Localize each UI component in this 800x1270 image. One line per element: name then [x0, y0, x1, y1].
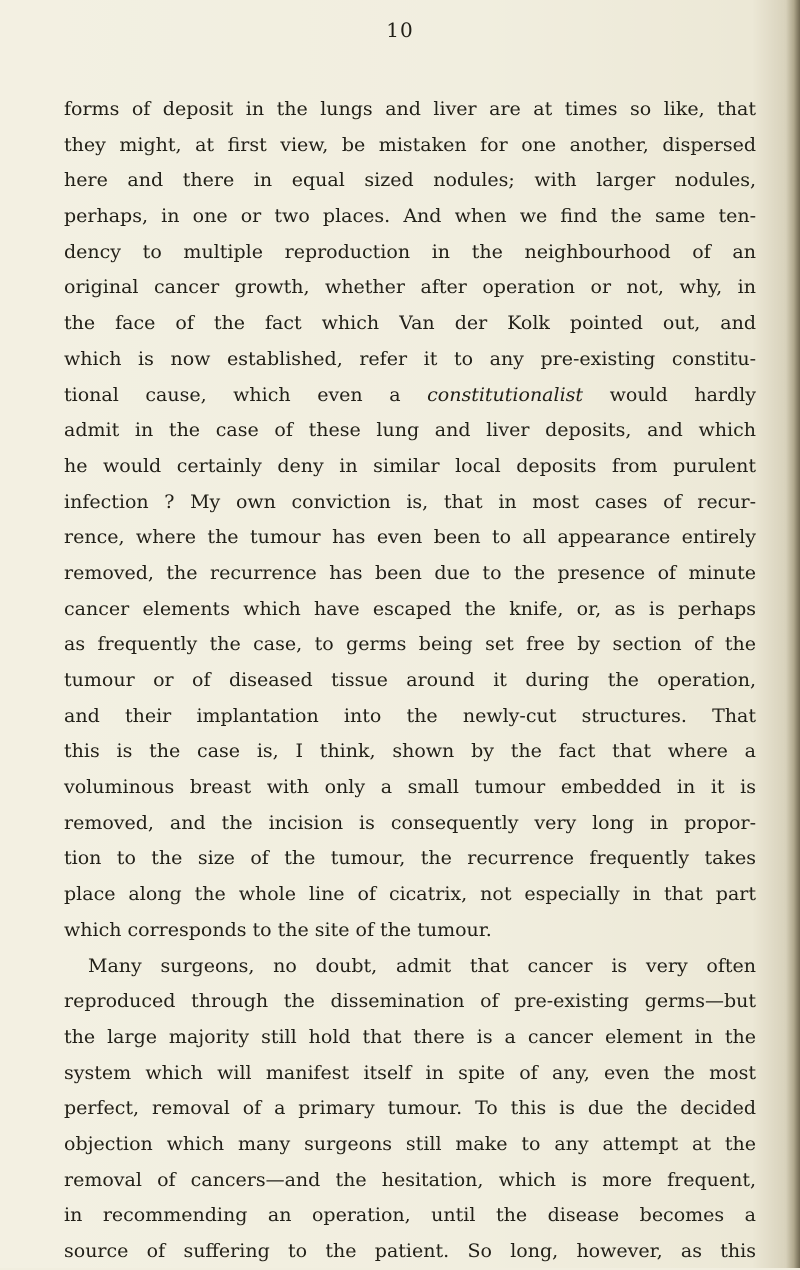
text-line: dency to multiple reproduction in the neighbourhood of an: [64, 240, 756, 263]
page-number: 10: [386, 18, 414, 42]
text-line: here and there in equal sized nodules; with larger nodules,: [64, 169, 756, 192]
text-line: the face of the fact which Van der Kolk pointed out, and: [64, 312, 756, 335]
page-edge-shadow: [786, 0, 800, 1268]
text-line: voluminous breast with only a small tumour embedded in it is: [64, 776, 756, 799]
text-line: tumour or of diseased tissue around it during the operation,: [64, 669, 756, 691]
text-line: they might, at first view, be mistaken for one another, dispersed: [64, 133, 756, 156]
text-fragment: would hardly: [583, 383, 756, 406]
text-line: which corresponds to the site of the tumour.: [64, 918, 492, 941]
body-text: [64, 92, 756, 1270]
text-line: perhaps, in one or two places. And when we find the same ten-: [64, 205, 756, 228]
text-line: tion to the size of the tumour, the recurrence frequently takes: [64, 847, 756, 870]
text-line: source of suffering to the patient. So long, however, as this: [64, 1240, 756, 1262]
text-line: objection which many surgeons still make to any attempt at the: [64, 1132, 756, 1155]
text-line: as frequently the case, to germs being set free by section of the: [64, 633, 756, 656]
italic-word: constitutionalist: [427, 383, 584, 406]
text-line-with-italic: [64, 378, 756, 414]
text-line: which is now established, refer it to any pre-existing constitu-: [64, 347, 756, 370]
text-line: removed, and the incision is consequently very long in propor-: [64, 811, 756, 834]
text-line: cancer elements which have escaped the knife, or, as is perhaps: [64, 597, 756, 620]
text-line: Many surgeons, no doubt, admit that cancer is very often: [88, 954, 756, 977]
text-line: rence, where the tumour has even been to all appearance entirely: [64, 526, 756, 549]
text-line: removed, the recurrence has been due to the presence of minute: [64, 561, 756, 584]
text-line: and their implantation into the newly-cut structures. That: [64, 704, 756, 727]
text-line: the large majority still hold that there is a cancer element in the: [64, 1025, 756, 1048]
text-line: system which will manifest itself in spite of any, even the most: [64, 1061, 756, 1084]
text-line: this is the case is, I think, shown by the fact that where a: [64, 740, 756, 763]
text-line: reproduced through the dissemination of pre-existing germs—but: [64, 990, 756, 1013]
text-line: removal of cancers—and the hesitation, which is more frequent,: [64, 1168, 756, 1191]
text-line: in recommending an operation, until the disease becomes a: [64, 1204, 756, 1227]
text-line: place along the whole line of cicatrix, not especially in that part: [64, 883, 756, 906]
text-line: forms of deposit in the lungs and liver are at times so like, that: [64, 98, 756, 120]
text-fragment: tional cause, which even a: [64, 383, 428, 406]
text-line: he would certainly deny in similar local deposits from purulent: [64, 454, 756, 477]
text-line: admit in the case of these lung and liver deposits, and which: [64, 419, 756, 442]
text-line: infection ? My own conviction is, that in most cases of recur-: [64, 490, 756, 513]
text-line: perfect, removal of a primary tumour. To this is due the decided: [64, 1097, 756, 1120]
text-line: original cancer growth, whether after operation or not, why, in: [64, 276, 756, 299]
